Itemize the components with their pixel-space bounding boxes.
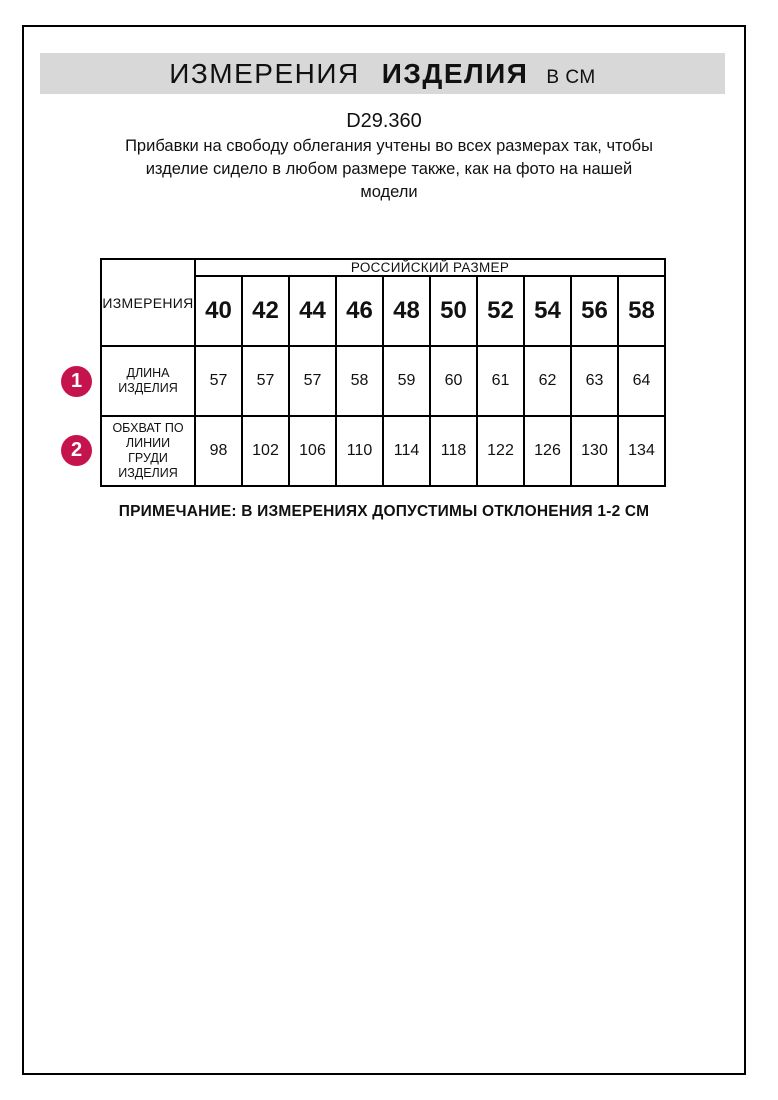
fit-description-line-2: изделие сидело в любом размере также, как на фото на нашей (145, 160, 633, 178)
row-label-length (101, 346, 195, 416)
product-code: D29.360 (346, 110, 422, 132)
value-cell: 62 (524, 346, 571, 416)
value-cell: 57 (242, 346, 289, 416)
row-label-line: ГРУДИ (128, 451, 168, 465)
value-cell: 57 (195, 346, 242, 416)
fit-description (74, 135, 704, 204)
size-header-cell: 54 (524, 276, 571, 346)
value-cell: 118 (430, 416, 477, 486)
page-title-product: ИЗДЕЛИЯ (381, 58, 529, 89)
value-cell: 60 (430, 346, 477, 416)
row-label-line: ИЗДЕЛИЯ (118, 381, 178, 395)
size-header-cell: 58 (618, 276, 665, 346)
table-row-chest (101, 416, 665, 486)
row-label-chest (101, 416, 195, 486)
row-number-badge-2: 2 (61, 435, 92, 466)
size-header-cell: 42 (242, 276, 289, 346)
value-cell: 130 (571, 416, 618, 486)
value-cell: 126 (524, 416, 571, 486)
title-bar (40, 53, 725, 94)
value-cell: 98 (195, 416, 242, 486)
row-label-line: ДЛИНА (126, 366, 170, 380)
table-row-length (101, 346, 665, 416)
value-cell: 122 (477, 416, 524, 486)
size-header-cell: 40 (195, 276, 242, 346)
row-label-line: ИЗДЕЛИЯ (118, 466, 178, 480)
value-cell: 61 (477, 346, 524, 416)
russian-size-header-cell: РОССИЙСКИЙ РАЗМЕР (195, 259, 665, 276)
value-cell: 58 (336, 346, 383, 416)
size-header-cell: 44 (289, 276, 336, 346)
fit-description-line-1: Прибавки на свободу облегания учтены во всех размерах так, чтобы (125, 137, 653, 155)
size-header-cell: 46 (336, 276, 383, 346)
value-cell: 102 (242, 416, 289, 486)
value-cell: 106 (289, 416, 336, 486)
group-header-row (101, 259, 665, 276)
row-label-line: ЛИНИИ (125, 436, 171, 450)
value-cell: 59 (383, 346, 430, 416)
value-cell: 57 (289, 346, 336, 416)
value-cell: 64 (618, 346, 665, 416)
value-cell: 110 (336, 416, 383, 486)
page-title-measurements: ИЗМЕРЕНИЯ (169, 58, 360, 89)
row-number-badge-1: 1 (61, 366, 92, 397)
tolerance-note: ПРИМЕЧАНИЕ: В ИЗМЕРЕНИЯХ ДОПУСТИМЫ ОТКЛОНЕНИЯ 1-2 СМ (118, 503, 650, 520)
corner-header-cell: ИЗМЕРЕНИЯ (101, 259, 195, 346)
measurements-table (100, 258, 666, 487)
fit-description-line-3: модели (360, 183, 418, 201)
size-header-cell: 48 (383, 276, 430, 346)
value-cell: 63 (571, 346, 618, 416)
value-cell: 134 (618, 416, 665, 486)
value-cell: 114 (383, 416, 430, 486)
page-title-unit: В СМ (546, 67, 596, 88)
size-header-cell: 50 (430, 276, 477, 346)
size-header-cell: 56 (571, 276, 618, 346)
size-header-cell: 52 (477, 276, 524, 346)
row-label-line: ОБХВАТ ПО (112, 421, 184, 435)
